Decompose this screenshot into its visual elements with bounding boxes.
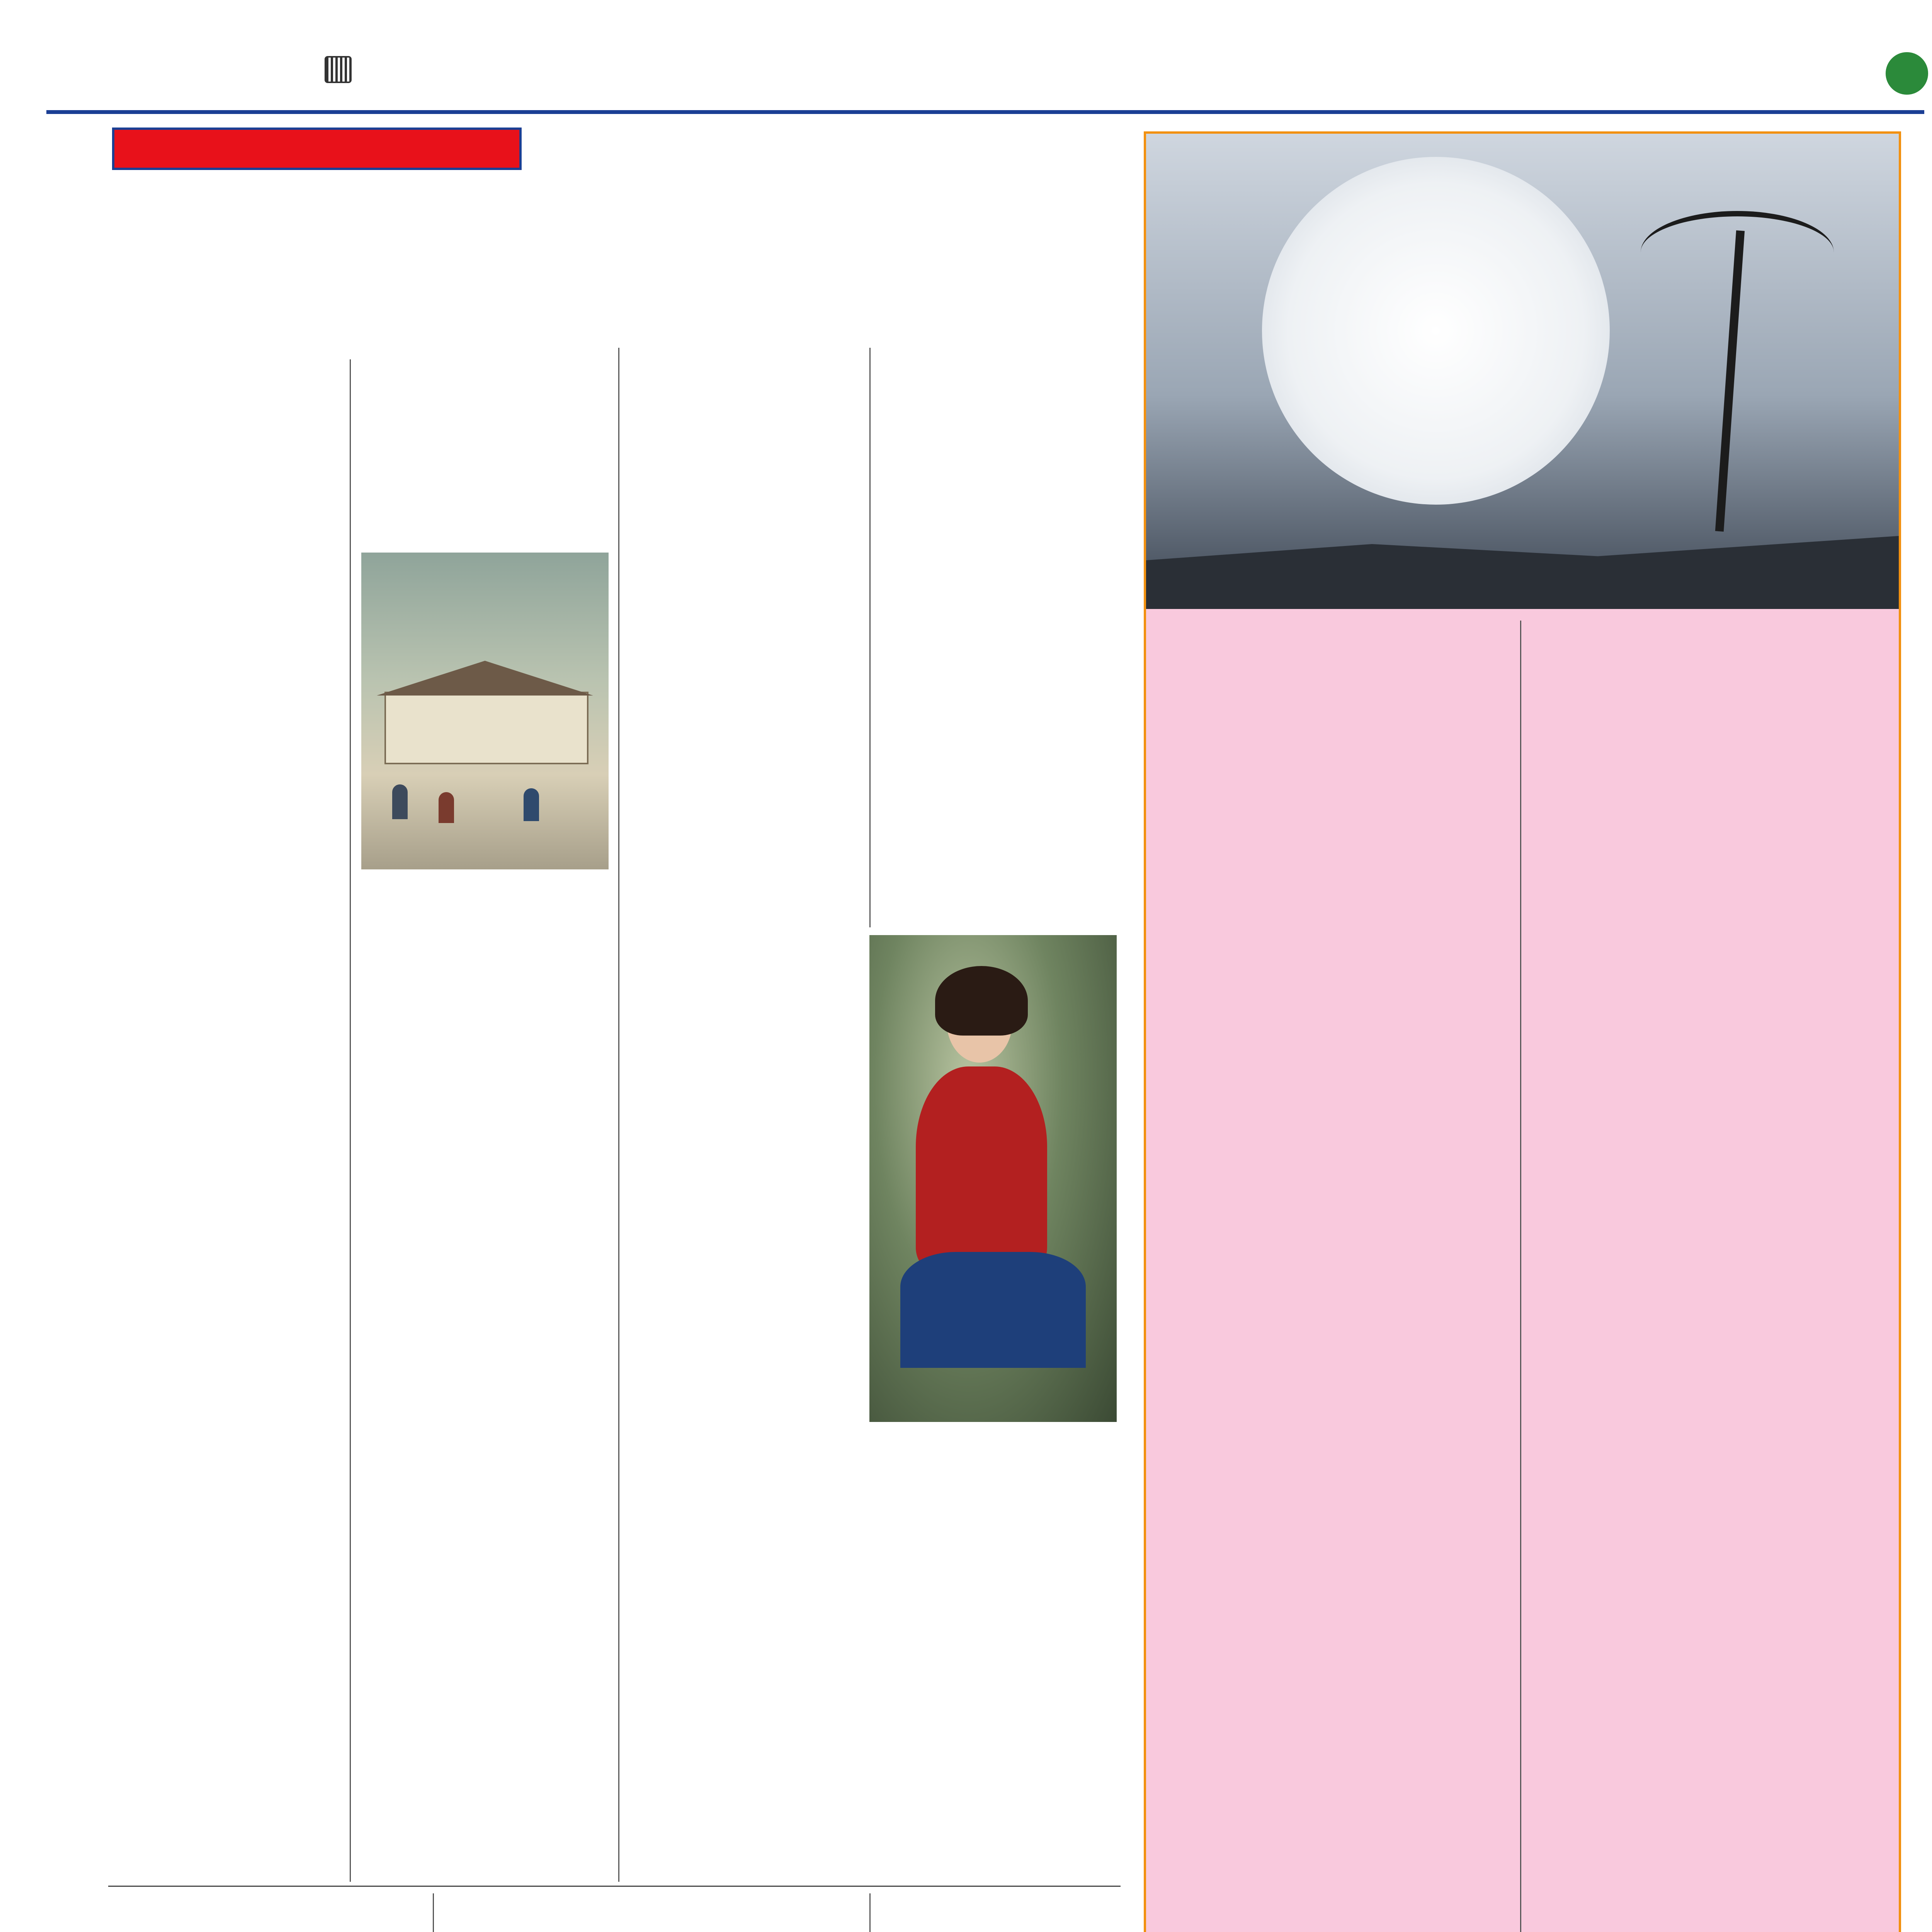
rainbow-illustration [442,1897,860,1932]
village-painting-image [361,553,609,869]
serial-novel-column-1 [1158,648,1513,1932]
novel-column-3b [628,869,860,1882]
story-column-3 [879,1893,1126,1932]
novel-column-2b [361,877,609,1882]
serial-novel-column-2a [1531,621,1886,1932]
column-divider [618,348,619,1882]
novel-column-1a [108,359,340,1229]
column-divider [1520,621,1521,1932]
woman-portrait-image [869,935,1117,1422]
moonlit-tree-image [1146,134,1899,609]
qr-icon [325,56,352,83]
novel-column-2a [361,348,609,541]
column-divider [869,1893,871,1932]
header-rule [46,110,1924,114]
page-header [46,39,1924,108]
column-divider [350,359,351,1882]
novel-column-4b [879,1430,1111,1700]
masthead-logo [46,43,49,100]
novel-column-4a [879,348,1111,927]
section-divider [108,1886,1121,1887]
moon-shape [1262,157,1610,505]
page-number-badge [1886,52,1928,95]
novel-section-tag [112,128,522,170]
column-divider [433,1893,434,1932]
novel-column-3a [628,348,860,862]
novel-column-1b [108,1229,340,1882]
column-divider [869,348,871,927]
serial-novel-panel [1144,131,1901,1932]
story-column-1 [108,1893,425,1932]
